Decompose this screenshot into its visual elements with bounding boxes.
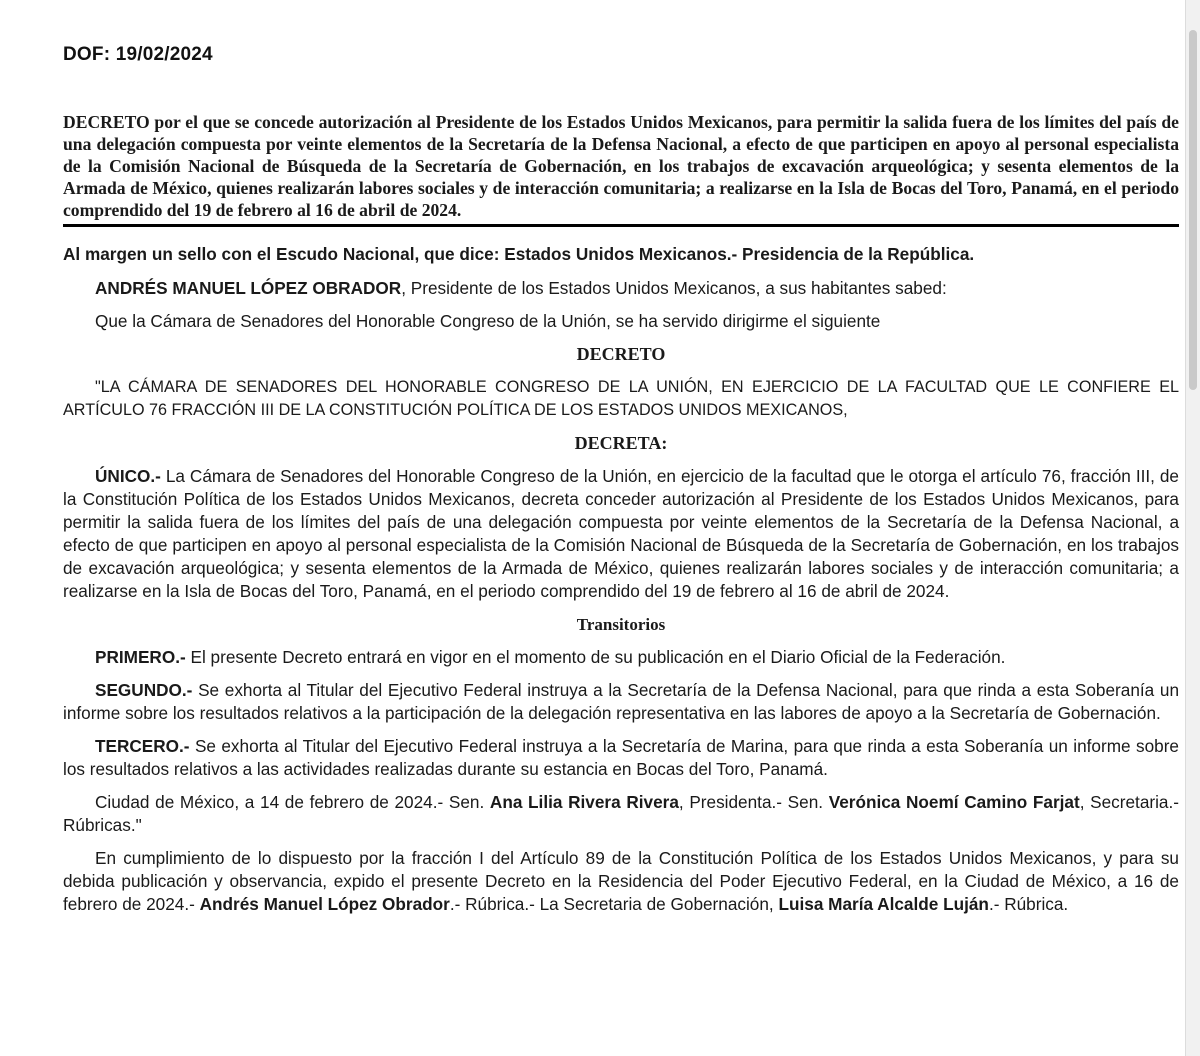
unico-paragraph bbox=[63, 465, 1179, 603]
secretary-name: Luisa María Alcalde Luján bbox=[778, 894, 989, 914]
primero-text: El presente Decreto entrará en vigor en el momento de su publicación en el Diario Oficial de la Federación. bbox=[185, 647, 1006, 667]
dof-date: DOF: 19/02/2024 bbox=[63, 44, 213, 65]
tercero-text: Se exhorta al Titular del Ejecutivo Federal instruya a la Secretaría de Marina, para que rinda a esta Soberanía un informe sobre los resultados relativos a las actividades realizadas durante su estancia en Bocas del Toro, Panamá. bbox=[63, 736, 1179, 779]
primero-paragraph bbox=[63, 646, 1179, 669]
tercero-paragraph bbox=[63, 735, 1179, 781]
cumplimiento-text-1: En cumplimiento de lo dispuesto por la fracción I del Artículo 89 de la Constitución Política de los Estados Unidos Mexicanos, y para su debida publicación y observancia, expido el presente Decreto en la Residencia del Poder Ejecutivo Federal, en la Ciudad de México, a 16 de febrero de 2024.- bbox=[63, 848, 1179, 914]
unico-label: ÚNICO.- bbox=[95, 466, 161, 486]
document-body bbox=[63, 243, 1179, 926]
cumplimiento-paragraph bbox=[63, 847, 1179, 916]
ciudad-paragraph bbox=[63, 791, 1179, 837]
title-divider bbox=[63, 224, 1179, 227]
segundo-label: SEGUNDO.- bbox=[95, 680, 193, 700]
ciudad-text-2: , Presidenta.- Sen. bbox=[678, 792, 829, 812]
segundo-paragraph bbox=[63, 679, 1179, 725]
heading-decreto: DECRETO bbox=[576, 344, 666, 364]
president-signature-name: Andrés Manuel López Obrador bbox=[199, 894, 450, 914]
cumplimiento-text-2: .- Rúbrica.- La Secretaria de Gobernación, bbox=[449, 894, 779, 914]
cumplimiento-text-3: .- Rúbrica. bbox=[988, 894, 1069, 914]
primero-label: PRIMERO.- bbox=[95, 647, 186, 667]
heading-transitorios: Transitorios bbox=[576, 615, 666, 634]
senator-name-1: Ana Lilia Rivera Rivera bbox=[489, 792, 679, 812]
senator-name-2: Verónica Noemí Camino Farjat bbox=[828, 792, 1080, 812]
ciudad-text-1: Ciudad de México, a 14 de febrero de 2024.- Sen. bbox=[95, 792, 490, 812]
president-name: ANDRÉS MANUEL LÓPEZ OBRADOR bbox=[95, 278, 402, 298]
tercero-label: TERCERO.- bbox=[95, 736, 190, 756]
heading-decreta: DECRETA: bbox=[574, 433, 668, 453]
unico-text: La Cámara de Senadores del Honorable Congreso de la Unión, en ejercicio de la facultad que le otorga el artículo 76, fracción III, de la Constitución Política de los Estados Unidos Mexicanos, decreta conceder autorización al Presidente de los Estados Unidos Mexicanos, para permitir la salida fuera de los límites del país de una delegación compuesta por veinte elementos de la Secretaría de la Defensa Nacional, a efecto de que participen en apoyo al personal especialista de la Comisión Nacional de Búsqueda de la Secretaría de Gobernación, en los trabajos de excavación arqueológica; y sesenta elementos de la Armada de México, quienes realizarán labores sociales y de interacción comunitaria; a realizarse en la Isla de Bocas del Toro, Panamá, en el periodo comprendido del 19 de febrero al 16 de abril de 2024. bbox=[63, 466, 1179, 601]
segundo-text: Se exhorta al Titular del Ejecutivo Federal instruya a la Secretaría de la Defensa Nacional, para que rinda a esta Soberanía un informe sobre los resultados relativos a la participación de la delegación representativa en las labores de apoyo a la Secretaría de Gobernación. bbox=[63, 680, 1179, 723]
intro-text: , Presidente de los Estados Unidos Mexicanos, a sus habitantes sabed: bbox=[401, 278, 947, 298]
ciudad-text-3: , Secretaria.- Rúbricas." bbox=[63, 792, 1179, 835]
margin-seal-note: Al margen un sello con el Escudo Nacional, que dice: Estados Unidos Mexicanos.- Presidencia de la República. bbox=[63, 244, 975, 264]
scrollbar-thumb[interactable] bbox=[1189, 30, 1197, 390]
vertical-scrollbar[interactable] bbox=[1185, 0, 1200, 1056]
que-paragraph: Que la Cámara de Senadores del Honorable Congreso de la Unión, se ha servido dirigirme el siguiente bbox=[95, 311, 881, 331]
senate-paragraph: "LA CÁMARA DE SENADORES DEL HONORABLE CONGRESO DE LA UNIÓN, EN EJERCICIO DE LA FACULTAD QUE LE CONFIERE EL ARTÍCULO 76 FRACCIÓN III DE LA CONSTITUCIÓN POLÍTICA DE LOS ESTADOS UNIDOS MEXICANOS, bbox=[63, 378, 1179, 419]
intro-paragraph bbox=[63, 277, 1179, 300]
decree-title: DECRETO por el que se concede autorización al Presidente de los Estados Unidos Mexicanos, para permitir la salida fuera de los límites del país de una delegación compuesta por veinte elementos de la Secretaría de la Defensa Nacional, a efecto de que participen en apoyo al personal especialista de la Comisión Nacional de Búsqueda de la Secretaría de Gobernación, en los trabajos de excavación arqueológica; y sesenta elementos de la Armada de México, quienes realizarán labores sociales y de interacción comunitaria; a realizarse en la Isla de Bocas del Toro, Panamá, en el periodo comprendido del 19 de febrero al 16 de abril de 2024. bbox=[63, 112, 1179, 220]
